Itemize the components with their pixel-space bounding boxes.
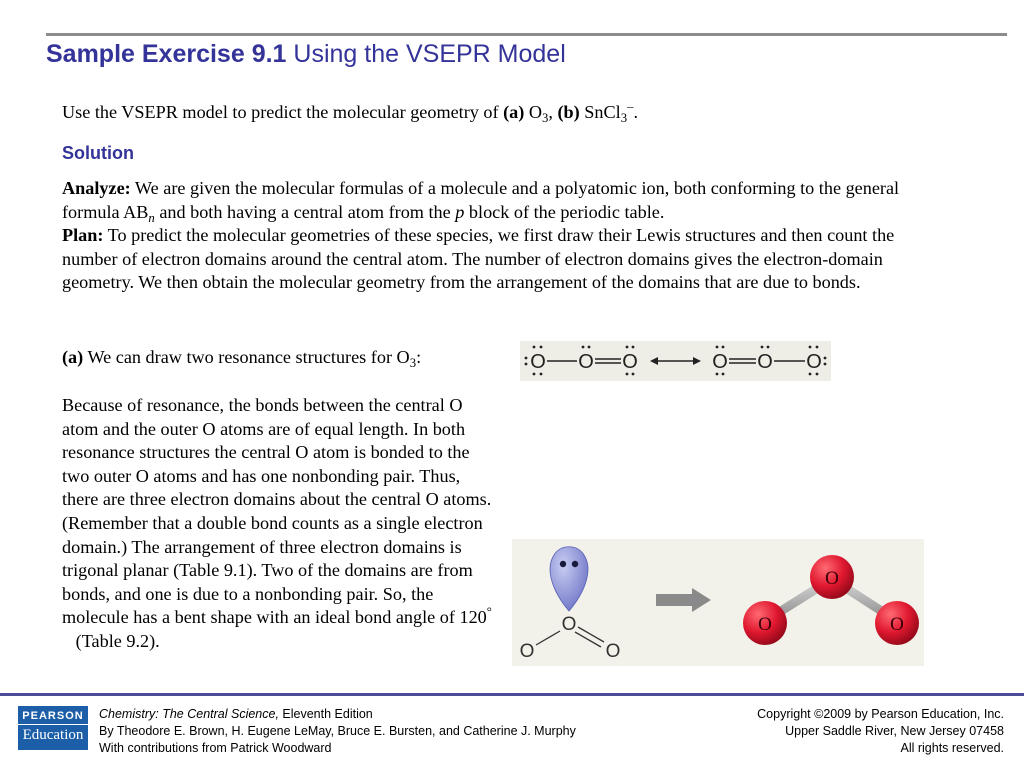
left-oxygen-label: O xyxy=(519,641,535,662)
part-a-o3-subscript: 3 xyxy=(409,355,417,370)
analyze-p-block: p xyxy=(455,201,465,222)
header-rule xyxy=(46,33,1007,36)
explanation-text: Because of resonance, the bonds between the central O atom and the outer O atoms are of equal length. In both resonance structures the central O atom is bonded to the two outer O atoms and has one nonbonding pair. Thus, there are three electron domains about the central O atoms. (Remember that a double bond counts as a single electron domain.) The arrangement of three electron domains is trigonal planar (Table 9.1). Two of the domains are from bonds, and one is due to a nonbonding pair. So, the molecule has a bent shape with an ideal bond angle of 120 xyxy=(62,395,492,628)
resonance-atom-4: O xyxy=(712,351,728,373)
lone-pair-electron-1 xyxy=(560,561,566,567)
footer-rights: All rights reserved. xyxy=(900,741,1004,755)
footer-authors: By Theodore E. Brown, H. Eugene LeMay, Bruce E. Bursten, and Catherine J. Murphy xyxy=(99,724,576,738)
formula-o3: O xyxy=(528,102,543,122)
analyze-subscript-n: n xyxy=(148,210,155,225)
footer-book-line xyxy=(99,706,576,723)
footer-address: Upper Saddle River, New Jersey 07458 xyxy=(785,724,1004,738)
footer-copyright-line: Copyright ©2009 by Pearson Education, Inc. xyxy=(757,707,1004,721)
resonance-structures-figure xyxy=(520,341,831,381)
analyze-text-3: block of the periodic table. xyxy=(464,201,665,222)
bent-double-bond-a xyxy=(578,627,604,642)
ball-central-label: O xyxy=(825,568,839,589)
resonance-atom-2: O xyxy=(578,351,594,373)
exercise-title: Using the VSEPR Model xyxy=(293,40,566,68)
degree-symbol: ° xyxy=(486,604,492,619)
question-comma: , xyxy=(548,102,553,122)
footer-edition: Eleventh Edition xyxy=(278,707,373,721)
explanation-tail: (Table 9.2). xyxy=(62,630,160,651)
right-oxygen-label: O xyxy=(605,641,621,662)
formula-o3-subscript: 3 xyxy=(542,110,549,125)
part-a-statement-text: We can draw two resonance structures for O xyxy=(87,347,410,367)
analyze-plan-block xyxy=(62,177,942,295)
bent-single-bond xyxy=(536,631,560,645)
formula-sncl3: SnCl xyxy=(584,102,621,122)
resonance-atom-5: O xyxy=(757,351,773,373)
page-title xyxy=(46,40,566,69)
pearson-logo xyxy=(18,706,88,750)
analyze-label: Analyze: xyxy=(62,178,131,198)
bent-shape-svg xyxy=(512,539,924,666)
footer-book-title: Chemistry: The Central Science, xyxy=(99,707,279,721)
analyze-text: We are given the molecular formulas of a molecule and a polyatomic ion, both conforming to the general formula AB xyxy=(62,178,900,222)
question-lead: Use the VSEPR model to predict the molecular geometry of xyxy=(62,102,499,122)
bent-double-bond-b xyxy=(575,632,601,647)
lone-pair-lobe xyxy=(550,547,588,611)
question-text xyxy=(62,101,638,125)
part-a-label: (a) xyxy=(503,102,525,122)
plan-label: Plan: xyxy=(62,225,104,246)
question-period: . xyxy=(633,102,638,122)
logo-pearson-text: PEARSON xyxy=(18,706,88,725)
formula-sncl3-charge: – xyxy=(627,99,634,114)
explanation-paragraph xyxy=(62,394,492,654)
footer-rule xyxy=(0,693,1024,696)
exercise-number: Sample Exercise 9.1 xyxy=(46,40,287,68)
part-a-colon: : xyxy=(416,347,422,367)
ball-left-label: O xyxy=(758,614,772,635)
part-b-label: (b) xyxy=(557,102,580,122)
resonance-atom-3: O xyxy=(622,351,638,373)
central-oxygen-label: O xyxy=(561,614,577,635)
footer-copyright xyxy=(757,706,1004,757)
ball-right-label: O xyxy=(890,614,904,635)
part-a-statement xyxy=(62,346,421,370)
footer-citation xyxy=(99,706,576,757)
logo-education-text: Education xyxy=(22,727,84,743)
right-arrow-icon xyxy=(656,588,711,612)
resonance-atom-6: O xyxy=(806,351,822,373)
formula-sncl3-subscript: 3 xyxy=(620,110,628,125)
solution-heading: Solution xyxy=(62,143,134,163)
analyze-text-2: and both having a central atom from the xyxy=(154,201,456,222)
bent-shape-figure xyxy=(512,539,924,666)
plan-text: To predict the molecular geometries of these species, we first draw their Lewis structures and then count the number of electron domains around the central atom. The number of electron domains gives the electron-domain geometry. We then obtain the molecular geometry from the arrangement of the domains that are due to bonds. xyxy=(62,225,895,293)
resonance-atom-1: O xyxy=(530,351,546,373)
footer-contributions: With contributions from Patrick Woodward xyxy=(99,741,332,755)
resonance-structures-svg xyxy=(520,341,831,381)
part-a-statement-label: (a) xyxy=(62,347,84,367)
lone-pair-electron-2 xyxy=(572,561,578,567)
